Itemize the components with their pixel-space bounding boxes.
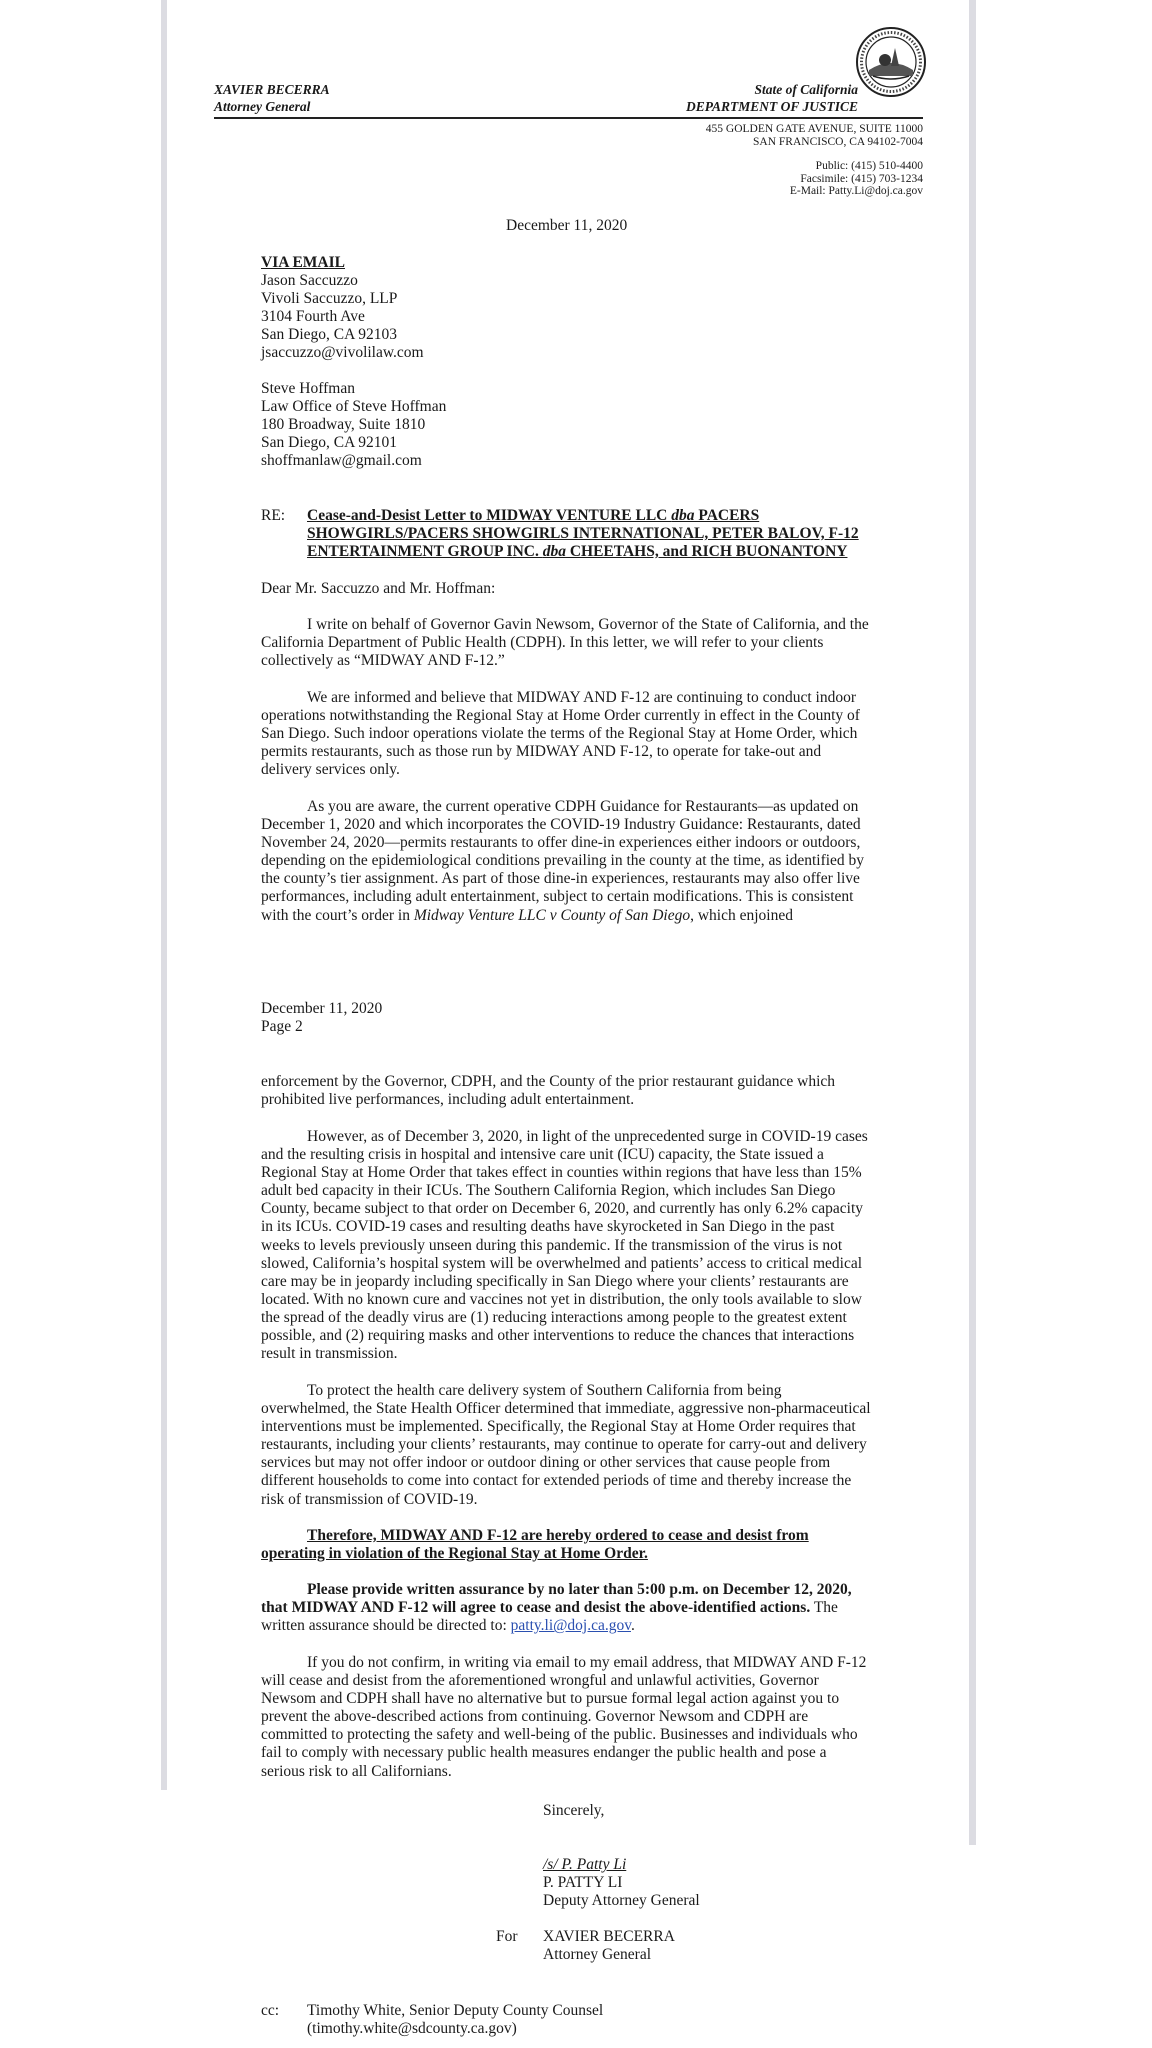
cease-desist-order: Therefore, MIDWAY AND F-12 are hereby ordered to cease and desist from operating in violation of the Regional Stay at Home Order. <box>261 1527 809 1563</box>
recipient1-line: Vivoli Saccuzzo, LLP <box>261 290 398 307</box>
address-line1: 455 GOLDEN GATE AVENUE, SUITE 11000 <box>705 123 923 135</box>
recipient2-line: 180 Broadway, Suite 1810 <box>261 416 426 433</box>
re-line3: ENTERTAINMENT GROUP INC. dba CHEETAHS, and RICH BUONANTONY <box>307 543 848 560</box>
salutation: Dear Mr. Saccuzzo and Mr. Hoffman: <box>261 580 496 597</box>
body-paragraph-2: We are informed and believe that MIDWAY AND F-12 are continuing to conduct indoor operations notwithstanding the Regional Stay at Home Order currently in effect in the County of San Diego. Such indoor operations violate the terms of the Regional Stay at Home Order, which permits restaurants, such as those run by MIDWAY AND F-12, to operate for take-out and delivery services only. <box>261 689 860 779</box>
for-label: For <box>496 1928 518 1945</box>
body-paragraph-4: enforcement by the Governor, CDPH, and the County of the prior restaurant guidance which prohibited live performances, including adult entertainment. <box>261 1073 836 1109</box>
ag-title: Attorney General <box>214 99 311 114</box>
public-phone: Public: (415) 510-4400 <box>815 160 923 172</box>
cc-line2: (timothy.white@sdcounty.ca.gov) <box>307 2020 517 2037</box>
facsimile: Facsimile: (415) 703-1234 <box>800 173 923 185</box>
department-name: DEPARTMENT OF JUSTICE <box>685 99 858 114</box>
delivery-method: VIA EMAIL <box>261 254 345 271</box>
recipient2-line: San Diego, CA 92101 <box>261 434 398 451</box>
page2-date: December 11, 2020 <box>261 1000 383 1017</box>
body-paragraph-9: If you do not confirm, in writing via email to my email address, that MIDWAY AND F-12 will cease and desist from the aforementioned wrongful and unlawful activities, Governor Newsom and CDPH shall have no alternative but to pursue formal legal action against you to prevent the above-described actions from continuing. Governor Newsom and CDPH are committed to protecting the safety and well-being of the public. Businesses and individuals who fail to comply with necessary public health measures endanger the public health and pose a serious risk to all Californians. <box>261 1654 867 1780</box>
address-line2: SAN FRANCISCO, CA 94102-7004 <box>753 136 923 148</box>
recipient1-email: jsaccuzzo@vivolilaw.com <box>261 344 424 361</box>
assurance-paragraph: Please provide written assurance by no later than 5:00 p.m. on December 12, 2020, that MIDWAY AND F-12 will agree to cease and desist the above-identified actions. The written assurance should be directed to: patty.li@doj.ca.gov. <box>261 1581 852 1635</box>
cc-line1: Timothy White, Senior Deputy County Counsel <box>307 2002 604 2019</box>
body-paragraph-1: I write on behalf of Governor Gavin Newsom, Governor of the State of California, and the California Department of Public Health (CDPH). In this letter, we will refer to your clients collectively as “MIDWAY AND F-12.” <box>261 616 869 670</box>
email-link[interactable]: patty.li@doj.ca.gov <box>510 1617 631 1635</box>
state-seal-icon <box>855 26 927 98</box>
ag-name: XAVIER BECERRA <box>214 82 330 97</box>
body-paragraph-3: As you are aware, the current operative CDPH Guidance for Restaurants—as updated on December 1, 2020 and which incorporates the COVID-19 Industry Guidance: Restaurants, dated November 24, 2020—permits restaurants to offer dine-in experiences either indoors or outdoors, depending on the epidemiological conditions prevailing in the county at the time, as identified by the county’s tier assignment. As part of those dine-in experiences, restaurants may also offer live performances, including adult entertainment, subject to certain modifications. This is consistent with the court’s order in Midway Venture LLC v County of San Diego, which enjoined <box>261 798 865 924</box>
for-name: XAVIER BECERRA <box>543 1928 675 1945</box>
re-line2: SHOWGIRLS/PACERS SHOWGIRLS INTERNATIONAL, PETER BALOV, F-12 <box>307 525 859 542</box>
body-paragraph-5: However, as of December 3, 2020, in light of the unprecedented surge in COVID-19 cases and the resulting crisis in hospital and intensive care unit (ICU) capacity, the State issued a Regional Stay at Home Order that takes effect in counties within regions that have less than 15% adult bed capacity in their ICUs. The Southern California Region, which includes San Diego County, became subject to that order on December 6, 2020, and currently has only 6.2% capacity in its ICUs. COVID-19 cases and resulting deaths have skyrocketed in San Diego in the past weeks to levels previously unseen during this pandemic. If the transmission of the virus is not slowed, California’s hospital system will be overwhelmed and patients’ access to critical medical care may be in jeopardy including specifically in San Diego where your clients’ restaurants are located. With no known cure and vaccines not yet in distribution, the only tools available to slow the spread of the deadly virus are (1) reducing interactions among people to the greatest extent possible, and (2) requiring masks and other interventions to reduce the chances that interactions result in transmission. <box>261 1128 868 1363</box>
signer-title: Deputy Attorney General <box>543 1892 700 1909</box>
page-edge-left <box>161 0 167 1790</box>
recipient2-email: shoffmanlaw@gmail.com <box>261 452 422 469</box>
page-edge-right <box>969 0 976 1845</box>
body-paragraph-6: To protect the health care delivery system of Southern California from being overwhelmed, the State Health Officer determined that immediate, aggressive non-pharmaceutical interventions must be implemented. Specifically, the Regional Stay at Home Order requires that restaurants, including your clients’ restaurants, may continue to operate for carry-out and delivery services but may not offer indoor or outdoor dining or other services that cause people from different households to come into contact for extended periods of time and thereby increase the risk of transmission of COVID-19. <box>261 1382 871 1508</box>
letter-date: December 11, 2020 <box>506 217 628 234</box>
cc-label: cc: <box>261 2002 280 2019</box>
signature: /s/ P. Patty Li <box>543 1856 627 1873</box>
re-label: RE: <box>261 507 286 524</box>
closing: Sincerely, <box>543 1802 605 1819</box>
recipient1-line: 3104 Fourth Ave <box>261 308 365 325</box>
signer-name: P. PATTY LI <box>543 1874 623 1891</box>
recipient1-line: Jason Saccuzzo <box>261 272 358 289</box>
recipient1-line: San Diego, CA 92103 <box>261 326 398 343</box>
recipient2-line: Steve Hoffman <box>261 380 355 397</box>
for-title: Attorney General <box>543 1946 652 1963</box>
letterhead-rule <box>214 117 923 119</box>
state-name: State of California <box>754 82 858 97</box>
re-line1: Cease-and-Desist Letter to MIDWAY VENTURE LLC dba PACERS <box>307 507 760 524</box>
recipient2-line: Law Office of Steve Hoffman <box>261 398 447 415</box>
page-number: Page 2 <box>261 1018 303 1035</box>
header-email: E-Mail: Patty.Li@doj.ca.gov <box>789 185 923 197</box>
